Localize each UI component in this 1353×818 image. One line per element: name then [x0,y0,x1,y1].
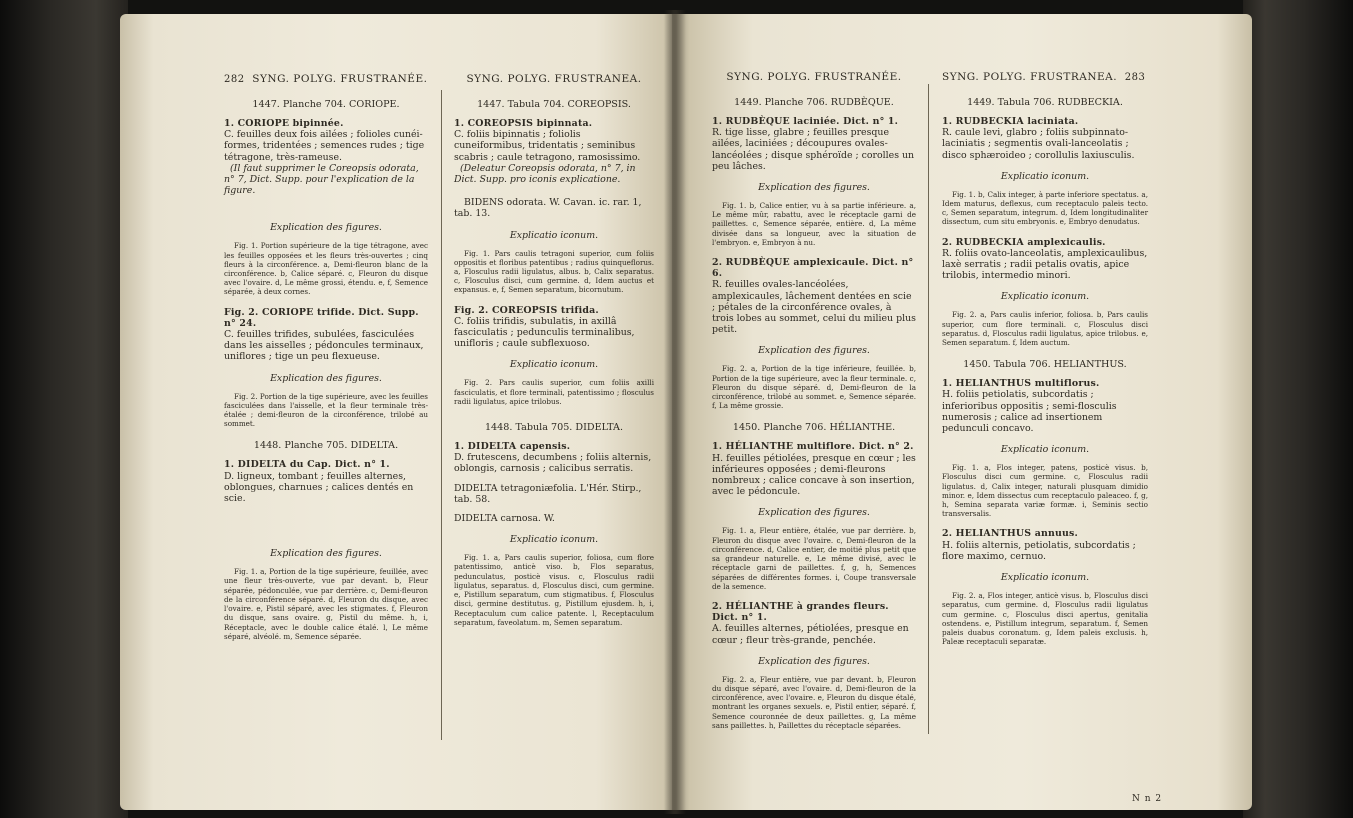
section-heading: Explication des figures. [270,372,382,384]
species-entry [224,459,428,470]
section-heading: Explicatio iconum. [509,359,599,371]
species-description: C. foliis bipinnatis ; foliolis cuneiformibus, tridentatis ; seminibus scabris ; caule tetragono, ramosissimo. [454,129,641,163]
species-entry [712,116,916,127]
page-number: 282 [224,74,245,85]
signature-mark: N n 2 [1132,794,1163,804]
species-description: A. feuilles alternes, pétiolées, presque en cœur ; fleur très-grande, penchée. [712,623,909,646]
species-name: 1. COREOPSIS bipinnata. [454,118,593,129]
species-name: 2. RUDBECKIA amplexicaulis. [942,236,1106,248]
plate-heading: 1450. Tabula 706. HELIANTHUS. [963,359,1127,371]
synonym: DIDELTA carnosa. W. [454,513,555,525]
species-description: D. frutescens, decumbens ; foliis alternis, oblongis, carnosis ; calicibus serratis. [454,452,652,475]
figure-description: Fig. 2. Portion de la tige supérieure, avec les feuilles fasciculées dans l'aisselle, et la fleur terminale très-étalée ; demi-fleuron de la circonférence, trilobé au sommet. [224,391,428,429]
species-name: 1. RUDBÈQUE laciniée. Dict. n° 1. [712,116,899,127]
plate-heading: 1449. Tabula 706. RUDBECKIA. [967,97,1123,108]
species-description: C. foliis trifidis, subulatis, in axillâ fasciculatis ; pedunculis terminalibus, unifloris ; caule subflexuoso. [454,315,635,350]
synonym: DIDELTA tetragoniæfolia. L'Hér. Stirp., tab. 58. [454,482,642,505]
right-column-rule [928,84,929,734]
figure-description: Fig. 1. Pars caulis tetragoni superior, cum foliis oppositis et floribus patentibus ; radius quinqueflorus. a, Flosculus radii ligulatus, albus. b, Calix separatus. c, Flosculus disci, cum germine. d, Idem auctus et expansus. e, f, Semen separatum, bicornutum. [454,248,654,295]
figure-description: Fig. 1. Portion supérieure de la tige tétragone, avec les feuilles opposées et les fleurs très-ouvertes ; cinq fleurs à la circonférence. a, Demi-fleuron blanc de la circonférence. b, Calice séparé. c, Fleuron du disque avec l'ovaire. d, Le même grossi, étendu. e, f, Semence séparée, à deux cornes. [224,241,428,297]
section-heading: Explication des figures. [758,655,870,667]
figure-description: Fig. 1. a, Fleur entière, étalée, vue par derrière. b, Fleuron du disque avec l'ovaire. c, Demi-fleuron de la circonférence. d, Calice entier, de moitié plus petit que sa grandeur naturelle. e, Le même divisé, avec le réceptacle garni de paillettes. f, g, h, Semences séparées de différentes formes. i, Coupe transversale de la semence. [712,526,916,591]
species-name: 2. RUDBÈQUE amplexicaule. Dict. n° 6. [712,257,914,280]
running-head-text: SYNG. POLYG. FRUSTRANÉE. [252,73,428,85]
species-entry [942,237,1148,248]
species-entry [712,257,916,279]
left-cover-edge [0,0,128,818]
figure-description: Fig. 1. a, Portion de la tige supérieure, feuillée, avec une fleur très-ouverte, vue par devant. b, Fleur séparée, pédonculée, vue par derrière. c, Demi-fleuron de la circonférence séparé. d, Fleuron du disque, avec l'ovaire. e, Pistil séparé, avec les stigmates. f, Fleuron du disque, sans ovaire. g, Pistil du même. h, i, Réceptacle, avec le double calice étalé. l, Le même séparé, alvéolé. m, Semence séparée. [224,567,428,641]
right-cover-edge [1243,0,1353,818]
species-name: 1. HÉLIANTHE multiflore. Dict. n° 2. [712,441,914,453]
column-latin-left [454,74,654,627]
species-entry [454,441,654,452]
species-description: H. feuilles pétiolées, presque en cœur ; les inférieures opposées ; demi-fleurons nombreux ; calice concave à son insertion, avec le pédoncule. [712,452,916,498]
left-page [120,14,680,810]
species-entry [454,118,654,129]
species-description: R. feuilles ovales-lancéolées, amplexicaules, lâchement dentées en scie ; pétales de la circonférence ovales, à trois lobes au sommet, celui du milieu plus petit. [712,279,916,336]
plate-heading: 1448. Tabula 705. DIDELTA. [484,422,624,434]
species-name: 1. HELIANTHUS multiflorus. [942,378,1100,390]
plate-heading: 1449. Planche 706. RUDBÈQUE. [734,97,894,108]
section-heading: Explication des figures. [758,182,870,194]
species-description: H. foliis alternis, petiolatis, subcordatis ; flore maximo, cernuo. [942,539,1136,562]
species-entry [224,307,428,329]
species-description: C. feuilles trifides, subulées, fasciculées dans les aisselles ; pédoncules terminaux, uniflores ; tige un peu flexueuse. [224,329,424,363]
figure-description: Fig. 2. a, Fleur entière, vue par devant. b, Fleuron du disque séparé, avec l'ovaire. d, Demi-fleuron de la circonférence, avec l'ovaire. e, Fleuron du disque étalé, montrant les organes sexuels. e, Pistil entier, séparé. f, Semence couronnée de deux paillettes. g, La même sans paillettes. h, Paillettes du réceptacle séparées. [712,674,916,730]
section-heading: Explication des figures. [270,548,382,560]
species-name: 1. RUDBECKIA laciniata. [942,116,1079,127]
species-entry [712,601,916,623]
column-french-right [712,72,916,730]
figure-description: Fig. 1. b, Calice entier, vu à sa partie inférieure. a, Le même mûr, rabattu, avec le réceptacle garni de paillettes. c, Semence séparée, entière. d, La même divisée dans sa longueur, avec la situation de l'embryon. e, Embryon à nu. [712,201,916,247]
figure-description: Fig. 2. Pars caulis superior, cum foliis axilli fasciculatis, et flore terminali, patentissimo ; flosculus radii ligulatus, apice trilobus. [454,378,654,406]
species-name: 2. HELIANTHUS annuus. [942,528,1078,540]
page-number: 283 [1124,72,1146,83]
species-entry [942,116,1148,127]
species-name: Fig. 2. COREOPSIS trifida. [454,304,599,316]
book-gutter [664,10,686,814]
running-head-text: SYNG. POLYG. FRUSTRANEA. [942,71,1118,83]
species-entry [712,441,916,452]
plate-heading: 1447. Planche 704. CORIOPE. [252,99,400,110]
species-description: R. caule levi, glabro ; foliis subpinnato-laciniatis ; segmentis ovali-lanceolatis ; disco sphæroideo ; corollulis laxiusculis. [942,127,1135,161]
figure-description: Fig. 1. a, Flos integer, patens, posticè visus. b, Flosculus disci cum germine. c, Flosculus radii ligulatus. d, Calix integer, naturali plusquam dimidio minor. e, Idem dissectus cum receptaculo paleaceo. f, g, h, Semina separata variæ formæ. i, Seminis sectio transversalis. [942,463,1148,519]
species-name: 2. HÉLIANTHE à grandes fleurs. Dict. n° 1. [712,600,889,624]
running-head [224,74,428,85]
section-heading: Explicatio iconum. [1000,444,1090,456]
species-description: R. foliis ovato-lanceolatis, amplexicaulibus, laxè serratis ; radii petalis ovatis, apice trilobis, intermedio minori. [942,247,1148,282]
section-heading: Explicatio iconum. [509,534,599,546]
figure-description: Fig. 2. a, Flos integer, anticè visus. b, Flosculus disci separatus, cum germine. d, Flosculus radii ligulatus cum germine. c, Flosculus disci apertus, genitalia ostendens. e, Pistillum integrum, separatum. f, Semen paleis duabus coronatum. g, Idem paleis exclusis. h, Paleæ receptaculi separatæ. [942,591,1148,647]
note: (Il faut supprimer le Coreopsis odorata, n° 7, Dict. Supp. pour l'explication de la figure. [224,162,419,197]
column-french-left [224,74,428,641]
species-entry [942,528,1148,539]
left-column-rule [441,90,442,740]
species-description: R. tige lisse, glabre ; feuilles presque ailées, laciniées ; découpures ovales-lancéolées ; disque sphéroïde ; corolles un peu lâches. [712,127,915,172]
column-latin-right [942,72,1148,646]
species-name: Fig. 2. CORIOPE trifide. Dict. Supp. n° 24. [224,306,419,329]
section-heading: Explicatio iconum. [1000,572,1090,584]
section-heading: Explication des figures. [758,345,870,357]
section-heading: Explication des figures. [758,507,870,519]
right-page [672,14,1252,810]
section-heading: Explication des figures. [270,222,382,234]
plate-heading: 1450. Planche 706. HÉLIANTHE. [732,422,896,434]
figure-description: Fig. 1. b, Calix integer, à parte inferiore spectatus. a, Idem maturus, deflexus, cum receptaculo paleis tecto. c, Semen separatum, integrum. d, Idem longitudinaliter dissectum, cum situ embryonis. e, Embryo denudatus. [942,189,1148,227]
species-entry [454,305,654,316]
section-heading: Explicatio iconum. [509,229,599,241]
section-heading: Explicatio iconum. [1000,170,1090,182]
running-head: SYNG. POLYG. FRUSTRANÉE. [726,71,902,83]
species-description: D. ligneux, tombant ; feuilles alternes, oblongues, charnues ; calices dentés en scie. [224,470,414,505]
figure-description: Fig. 2. a, Pars caulis inferior, foliosa. b, Pars caulis superior, cum flore terminali. c, Flosculus disci separatus. d, Flosculus radii ligulatus, apice trilobus. e, Semen separatum. f, Idem auctum. [942,310,1148,348]
note: (Deleatur Coreopsis odorata, n° 7, in Dict. Supp. pro iconis explicatione. [454,162,636,186]
species-name: 1. DIDELTA du Cap. Dict. n° 1. [224,459,390,471]
species-description: H. foliis petiolatis, subcordatis ; inferioribus oppositis ; semi-flosculis numerosis ; calice ad insertionem pedunculi concavo. [942,389,1117,435]
species-name: 1. CORIOPE bipinnée. [224,118,344,129]
running-head: SYNG. POLYG. FRUSTRANEA. [466,73,642,85]
synonym: BIDENS odorata. W. Cavan. ic. rar. 1, tab. 13. [454,197,642,220]
figure-description: Fig. 1. a, Pars caulis superior, foliosa, cum flore patentissimo, anticè viso. b, Flos separatus, pedunculatus, posticè visus. c, Flosculus radii ligulatus, separatus. d, Flosculus disci, cum germine. e, Pistillum separatum, cum stigmatibus. f, Flosculus disci, germine destitutus. g, Pistillum ejusdem. h, i, Receptaculum cum calice patente. l, Receptaculum separatum, faveolatum. m, Semen separatum. [454,553,654,627]
species-description: C. feuilles deux fois ailées ; folioles cunéi-formes, tridentées ; semences rudes ; tige tétragone, très-rameuse. [224,129,425,163]
plate-heading: 1448. Planche 705. DIDELTA. [253,440,399,452]
running-head [942,72,1148,83]
figure-description: Fig. 2. a, Portion de la tige inférieure, feuillée. b, Portion de la tige supérieure, avec la fleur terminale. c, Fleuron du disque séparé. d, Demi-fleuron de la circonférence, trilobé au sommet. e, Semence séparée. f, La même grossie. [712,364,916,411]
section-heading: Explicatio iconum. [1000,291,1090,303]
species-entry [224,118,428,129]
species-name: 1. DIDELTA capensis. [454,441,571,453]
plate-heading: 1447. Tabula 704. COREOPSIS. [477,99,631,110]
species-entry [942,378,1148,389]
